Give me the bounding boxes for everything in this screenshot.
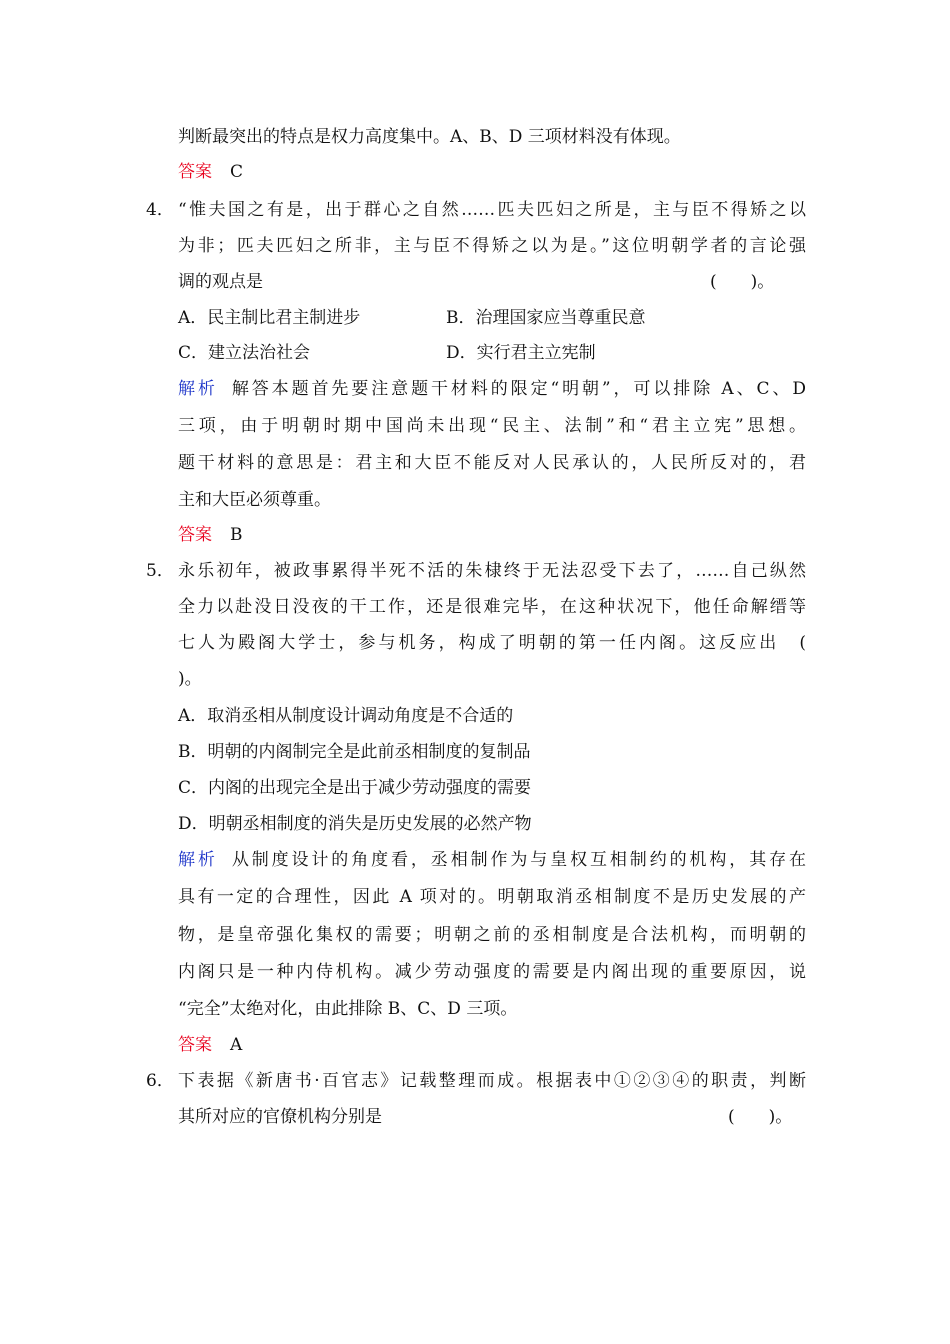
q5-stem-line-3: 七人为殿阁大学士，参与机务，构成了明朝的第一任内阁。这反应出 ( bbox=[178, 633, 806, 653]
q5-answer bbox=[178, 1033, 242, 1057]
q6-stem-line-2: 其所对应的官僚机构分别是 bbox=[178, 1107, 382, 1127]
q3-answer bbox=[178, 160, 243, 184]
analysis-text: 解答本题首先要注意题干材料的限定“明朝”，可以排除 A、C、D bbox=[231, 379, 807, 399]
q4-option-c: C．建立法治社会 bbox=[178, 343, 311, 363]
q6-answer-blank: ( )。 bbox=[728, 1107, 793, 1127]
q4-option-d: D．实行君主立宪制 bbox=[446, 343, 596, 363]
answer-value: A bbox=[230, 1035, 243, 1055]
q5-number: 5． bbox=[146, 561, 174, 581]
q4-analysis-line-2: 三项，由于明朝时期中国尚未出现“民主、法制”和“君主立宪”思想。 bbox=[178, 416, 806, 436]
q4-stem-line-2: 为非；匹夫匹妇之所非，主与臣不得矫之以为是。”这位明朝学者的言论强 bbox=[178, 236, 806, 256]
q5-stem-line-4: )。 bbox=[178, 669, 202, 689]
q5-analysis-line-2: 具有一定的合理性，因此 A 项对的。明朝取消丞相制度不是历史发展的产 bbox=[178, 887, 806, 907]
answer-value: B bbox=[230, 525, 243, 545]
answer-label: 答案 bbox=[178, 1035, 212, 1055]
q4-stem-line-3: 调的观点是 bbox=[178, 272, 263, 292]
q4-number: 4． bbox=[146, 200, 174, 220]
q5-stem-line-1: 永乐初年，被政事累得半死不活的朱棣终于无法忍受下去了，……自己纵然 bbox=[178, 561, 806, 581]
q4-option-a: A．民主制比君主制进步 bbox=[178, 308, 361, 328]
q4-analysis-line-1 bbox=[178, 377, 806, 401]
q4-analysis-line-3: 题干材料的意思是：君主和大臣不能反对人民承认的，人民所反对的，君 bbox=[178, 453, 806, 473]
answer-label: 答案 bbox=[178, 162, 212, 182]
analysis-text: 从制度设计的角度看，丞相制作为与皇权互相制约的机构，其存在 bbox=[231, 850, 807, 870]
q4-option-b: B．治理国家应当尊重民意 bbox=[446, 308, 646, 328]
q4-analysis-line-4: 主和大臣必须尊重。 bbox=[178, 490, 331, 510]
q3-analysis-tail: 判断最突出的特点是权力高度集中。A、B、D 三项材料没有体现。 bbox=[178, 127, 681, 147]
q5-option-c: C．内阁的出现完全是出于减少劳动强度的需要 bbox=[178, 778, 532, 798]
q4-answer bbox=[178, 523, 243, 547]
answer-label: 答案 bbox=[178, 525, 212, 545]
q4-stem-line-1: “惟夫国之有是，出于群心之自然……匹夫匹妇之所是，主与臣不得矫之以 bbox=[178, 200, 806, 220]
q5-analysis-line-4: 内阁只是一种内侍机构。减少劳动强度的需要是内阁出现的重要原因，说 bbox=[178, 962, 806, 982]
q5-analysis-line-3: 物，是皇帝强化集权的需要；明朝之前的丞相制度是合法机构，而明朝的 bbox=[178, 925, 806, 945]
q6-stem-line-1: 下表据《新唐书·百官志》记载整理而成。根据表中①②③④的职责，判断 bbox=[178, 1071, 806, 1091]
analysis-label: 解析 bbox=[178, 379, 218, 399]
q5-analysis-line-1 bbox=[178, 848, 806, 872]
q5-option-b: B．明朝的内阁制完全是此前丞相制度的复制品 bbox=[178, 742, 531, 762]
q5-option-a: A．取消丞相从制度设计调动角度是不合适的 bbox=[178, 706, 514, 726]
analysis-label: 解析 bbox=[178, 850, 218, 870]
q6-number: 6． bbox=[146, 1071, 174, 1091]
answer-value: C bbox=[230, 162, 244, 182]
q5-analysis-line-5: “完全”太绝对化，由此排除 B、C、D 三项。 bbox=[178, 999, 518, 1019]
q5-option-d: D．明朝丞相制度的消失是历史发展的必然产物 bbox=[178, 814, 532, 834]
q4-answer-blank: ( )。 bbox=[710, 272, 775, 292]
q5-stem-line-2: 全力以赴没日没夜的干工作，还是很难完毕，在这种状况下，他任命解缙等 bbox=[178, 597, 806, 617]
